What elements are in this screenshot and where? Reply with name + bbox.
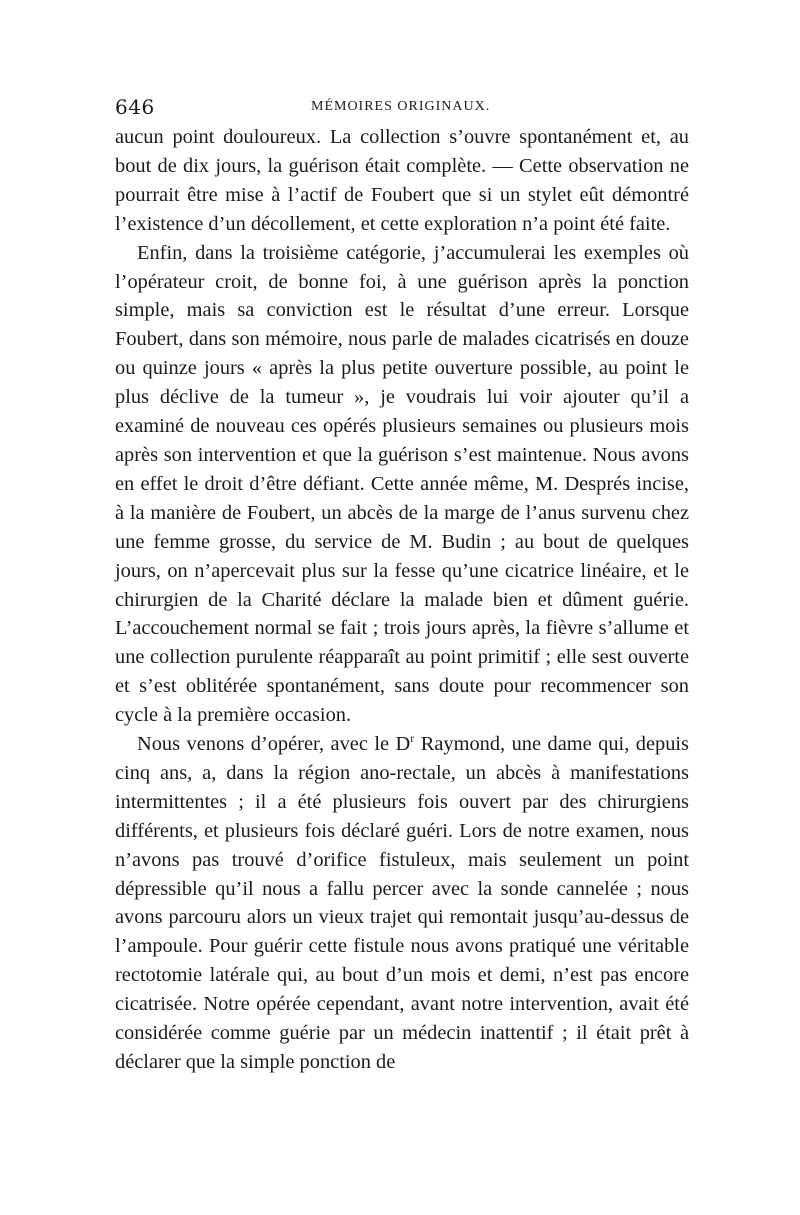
paragraph-raymond-case [115, 730, 689, 1077]
doctor-abbreviation-superscript: r [410, 731, 415, 746]
paragraph-raymond-start: Nous venons d’opérer, avec le D [137, 733, 411, 756]
running-header [115, 95, 689, 123]
page-number: 646 [115, 95, 155, 119]
paragraph-raymond-rest: Raymond, une dame qui, depuis cinq ans, a, dans la région ano-rectale, un abcès à manifestations intermittentes ; il a été plusieurs fois ouvert par des chirurgiens différents, et plusieurs fois déclaré guéri. Lors de notre examen, nous n’avons pas trouvé d’orifice fistuleux, mais seulement un point dépressible qu’il nous a fallu percer avec la sonde cannelée ; nous avons parcouru alors un vieux trajet qui remontait jusqu’au-dessus de l’ampoule. Pour guérir cette fistule nous avons pratiqué une véritable rectotomie latérale qui, au bout d’un mois et demi, n’est pas encore cicatrisée. Notre opérée cependant, avant notre intervention, avait été considérée comme guérie par un médecin inattentif ; il était prêt à déclarer que la simple ponction de [115, 733, 689, 1073]
running-title: MÉMOIRES ORIGINAUX. [311, 99, 491, 114]
paragraph-continuation: aucun point douloureux. La collection s’ouvre spontanément et, au bout de dix jours, la guérison était complète. — Cette observation ne pourrait être mise à l’actif de Foubert que si un stylet eût démontré l’existence d’un décollement, et cette exploration n’a point été faite. [115, 126, 689, 235]
body-text [115, 123, 689, 1077]
paragraph-third-category: Enfin, dans la troisième catégorie, j’accumulerai les exemples où l’opérateur croit, de bonne foi, à une guérison après la ponction simple, mais sa conviction est le résultat d’une erreur. Lorsque Foubert, dans son mémoire, nous parle de malades cicatrisés en douze ou quinze jours « après la plus petite ouverture possible, au point le plus déclive de la tumeur », je voudrais lui voir ajouter qu’il a examiné de nouveau ces opérés plusieurs semaines ou plusieurs mois après son intervention et que la guérison s’est maintenue. Nous avons en effet le droit d’être défiant. Cette année même, M. Després incise, à la manière de Foubert, un abcès de la marge de l’anus survenu chez une femme grosse, du service de M. Budin ; au bout de quelques jours, on n’apercevait plus sur la fesse qu’une cicatrice linéaire, et le chirurgien de la Charité déclare la malade bien et dûment guérie. L’accouchement normal se fait ; trois jours après, la fièvre s’allume et une collection purulente réapparaît au point primitif ; elle sest ouverte et s’est oblitérée spontanément, sans doute pour recommencer son cycle à la première occasion. [115, 241, 689, 727]
